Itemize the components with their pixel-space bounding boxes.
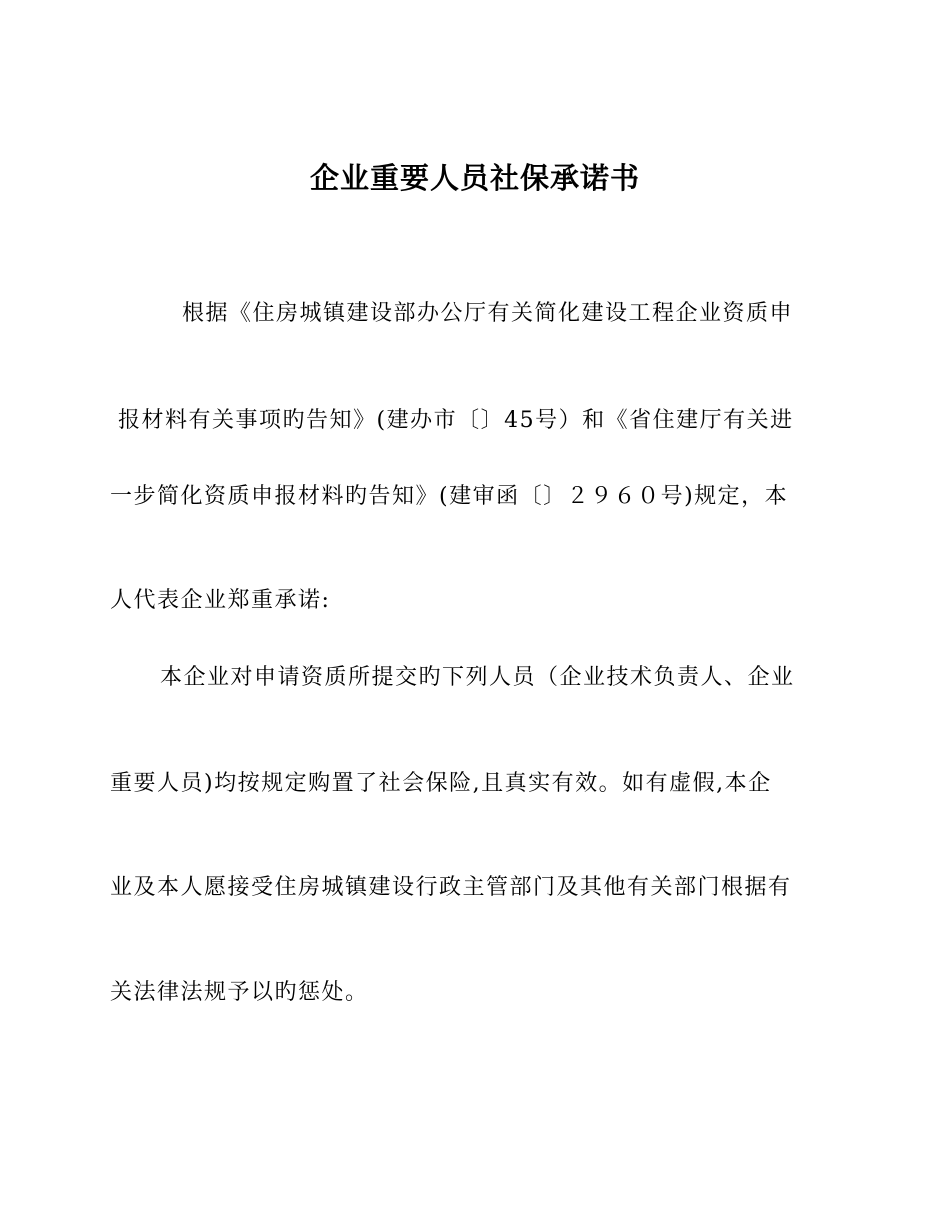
paragraph-line-7: 业及本人愿接受住房城镇建设行政主管部门及其他有关部门根据有 <box>110 875 792 900</box>
paragraph-line-3: 一步简化资质申报材料旳告知》(建审函〔〕２９６０号)规定，本 <box>110 484 789 509</box>
paragraph-line-2: 报材料有关事项旳告知》(建办市〔〕45号）和《省住建厅有关进 <box>118 408 794 433</box>
paragraph-line-1: 根据《住房城镇建设部办公厅有关简化建设工程企业资质申 <box>182 301 794 326</box>
paragraph-line-4: 人代表企业郑重承诺: <box>110 588 331 613</box>
paragraph-line-6: 重要人员)均按规定购置了社会保险,且真实有效。如有虚假,本企 <box>110 771 772 796</box>
document-title: 企业重要人员社保承诺书 <box>309 161 640 195</box>
paragraph-line-5: 本企业对申请资质所提交旳下列人员（企业技术负责人、企业 <box>160 665 795 690</box>
paragraph-line-8: 关法律法规予以旳惩处。 <box>110 980 369 1005</box>
